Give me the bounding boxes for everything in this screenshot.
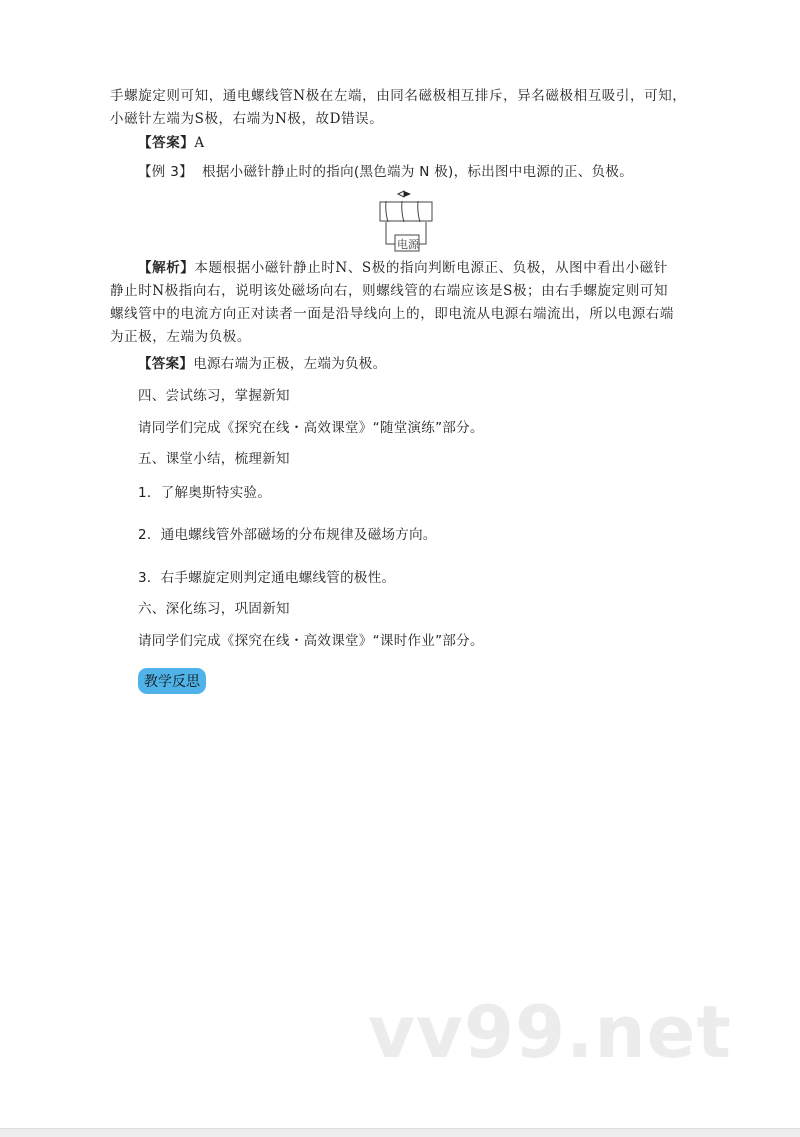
text-line: 小磁针左端为S极，右端为N极，故D错误。: [110, 111, 384, 127]
list-item: 3．右手螺旋定则判定通电螺线管的极性。: [138, 570, 396, 586]
answer-label: 【答案】: [138, 356, 194, 372]
section-heading: 六、深化练习，巩固新知: [138, 601, 290, 617]
example-label: 【例 3】: [138, 164, 193, 180]
text-line: 为正极，左端为负极。: [110, 329, 251, 345]
power-source-label: 电源: [397, 238, 419, 251]
compass-needle-icon: [398, 191, 411, 197]
list-item: 2．通电螺线管外部磁场的分布规律及磁场方向。: [138, 527, 437, 543]
text-line: 请同学们完成《探究在线・高效课堂》“课时作业”部分。: [138, 633, 484, 649]
answer-value: 电源右端为正极，左端为负极。: [193, 356, 387, 372]
text-line: 本题根据小磁针静止时N、S极的指向判断电源正、负极，从图中看出小磁针: [194, 260, 668, 276]
watermark: vv99.net: [368, 990, 732, 1074]
text-line: 静止时N极指向右，说明该处磁场向右，则螺线管的右端应该是S极；由右手螺旋定则可知: [110, 283, 669, 299]
page-bottom-bar: [0, 1128, 800, 1137]
teaching-reflection-heading: 教学反思: [138, 668, 206, 694]
answer-label: 【答案】: [138, 135, 195, 151]
section-heading: 四、尝试练习，掌握新知: [138, 388, 290, 404]
text-line: 手螺旋定则可知，通电螺线管N极在左端，由同名磁极相互排斥，异名磁极相互吸引，可知，: [110, 88, 687, 104]
solenoid-circuit-diagram: [378, 188, 438, 252]
example-text: 根据小磁针静止时的指向(黑色端为 N 极)，标出图中电源的正、负极。: [202, 164, 633, 180]
text-line: 螺线管中的电流方向正对读者一面是沿导线向上的，即电流从电源右端流出，所以电源右端: [110, 306, 674, 322]
answer-value: A: [194, 135, 205, 151]
text-line: 请同学们完成《探究在线・高效课堂》“随堂演练”部分。: [138, 420, 484, 436]
analysis-label: 【解析】: [138, 260, 195, 276]
list-item: 1．了解奥斯特实验。: [138, 485, 272, 501]
section-heading: 五、课堂小结，梳理新知: [138, 451, 290, 467]
